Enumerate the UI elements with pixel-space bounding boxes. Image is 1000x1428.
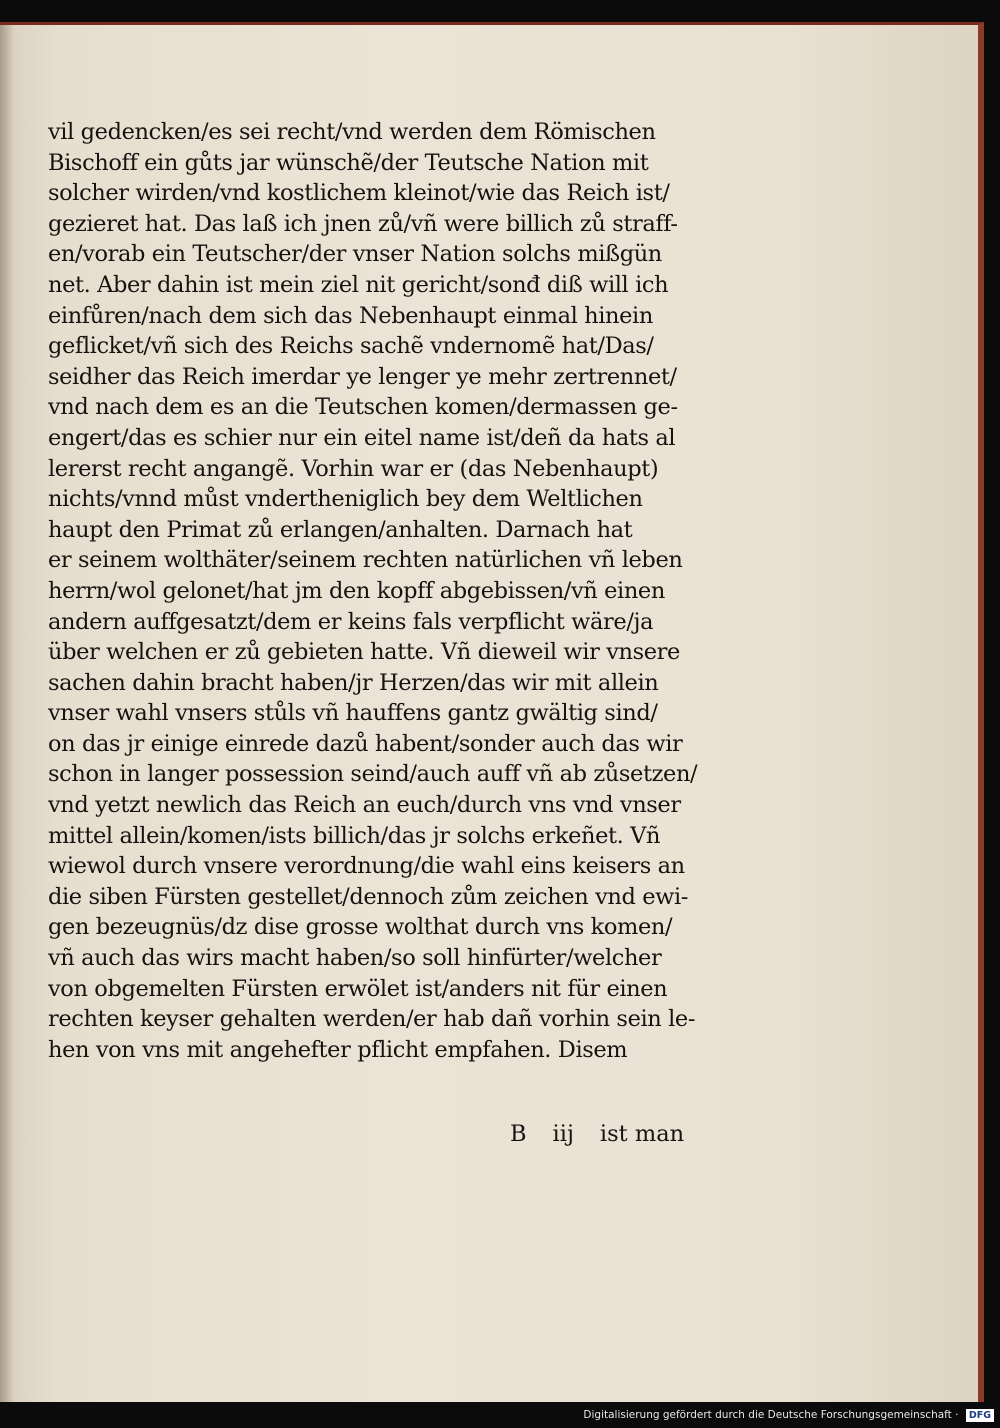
signature-number: iij (552, 1121, 574, 1147)
text-line: mittel allein/komen/ists billich/das jr solchs erkeñet. Vñ (48, 822, 661, 849)
book-page (0, 22, 984, 1402)
text-line: engert/das es schier nur ein eitel name ist/deñ da hats al (48, 424, 676, 451)
text-line: andern auffgesatzt/dem er keins fals verpflicht wäre/ja (48, 608, 654, 635)
text-line: einfůren/nach dem sich das Nebenhaupt einmal hinein (48, 302, 653, 329)
text-line: von obgemelten Fürsten erwölet ist/anders nit für einen (48, 975, 668, 1002)
text-line: vnd nach dem es an die Teutschen komen/dermassen ge- (48, 394, 678, 421)
page-text-block (48, 117, 748, 1065)
text-line: schon in langer possession seind/auch auff vñ ab zůsetzen/ (48, 761, 698, 788)
signature-catchword-line (510, 1118, 710, 1150)
text-line: sachen dahin bracht haben/jr Herzen/das wir mit allein (48, 669, 659, 696)
text-line: herrn/wol gelonet/hat jm den kopff abgebissen/vñ einen (48, 577, 665, 604)
text-line: die siben Fürsten gestellet/dennoch zům zeichen vnd ewi- (48, 883, 688, 910)
text-line: gezieret hat. Das laß ich jnen zů/vñ were billich zů straff- (48, 210, 678, 237)
text-line: vil gedencken/es sei recht/vnd werden dem Römischen (48, 119, 656, 145)
text-line: seidher das Reich imerdar ye lenger ye mehr zertrennet/ (48, 363, 677, 390)
text-line: net. Aber dahin ist mein ziel nit gericht/sonđ diß will ich (48, 271, 669, 298)
text-line: vñ auch das wirs macht haben/so soll hinfürter/welcher (48, 945, 662, 972)
digitization-credit (583, 1405, 994, 1425)
catchword: ist man (599, 1121, 685, 1147)
text-line: er seinem wolthäter/seinem rechten natürlichen vñ leben (48, 547, 683, 574)
text-line: geflicket/vñ sich des Reichs sachẽ vndernomẽ hat/Das/ (48, 333, 654, 360)
text-line: gen bezeugnüs/dz dise grosse wolthat durch vns komen/ (48, 914, 673, 941)
text-line: Bischoff ein gůts jar wünschẽ/der Teutsche Nation mit (48, 149, 649, 176)
text-line: haupt den Primat zů erlangen/anhalten. Darnach hat (48, 516, 633, 543)
text-line: rechten keyser gehalten werden/er hab dañ vorhin sein le- (48, 1006, 696, 1033)
signature-mark: B (510, 1121, 527, 1147)
text-line: lererst recht angangẽ. Vorhin war er (das Nebenhaupt) (48, 455, 659, 482)
text-line: nichts/vnnd můst vndertheniglich bey dem Weltlichen (48, 486, 643, 513)
text-line: vnd yetzt newlich das Reich an euch/durch vns vnd vnser (48, 792, 681, 819)
text-line: vnser wahl vnsers stůls vñ hauffens gantz gwältig sind/ (48, 700, 658, 727)
text-line: über welchen er zů gebieten hatte. Vñ dieweil wir vnsere (48, 639, 680, 666)
text-line: on das jr einige einrede dazů habent/sonder auch das wir (48, 730, 683, 757)
dfg-logo: DFG (966, 1409, 994, 1422)
text-line: en/vorab ein Teutscher/der vnser Nation solchs mißgün (48, 241, 662, 268)
text-line: hen von vns mit angehefter pflicht empfahen. Disem (48, 1036, 628, 1063)
text-line: solcher wirden/vnd kostlichem kleinot/wie das Reich ist/ (48, 180, 670, 207)
credit-text: Digitalisierung gefördert durch die Deutsche Forschungsgemeinschaft · (583, 1409, 959, 1421)
text-line: wiewol durch vnsere verordnung/die wahl eins keisers an (48, 853, 685, 880)
